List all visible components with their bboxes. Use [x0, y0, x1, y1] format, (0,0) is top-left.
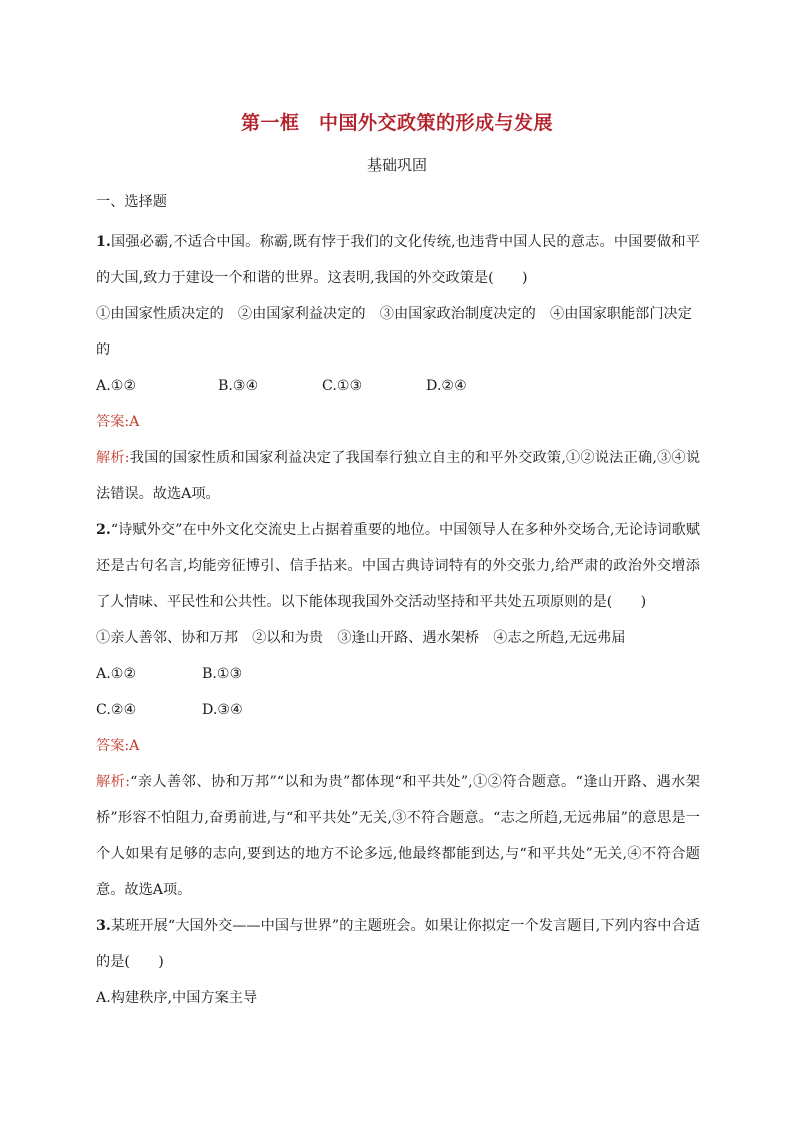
option-a: A.①② — [96, 378, 137, 394]
question-text: “诗赋外交”在中外文化交流史上占据着重要的地位。中国领导人在多种外交场合,无论诗词歌赋还是古句名言,均能旁征博引、信手拈来。中国古典诗词特有的外交张力,给严肃的政治外交增添了人情味、平民性和公共性。以下能体现我国外交活动坚持和平共处五项原则的是( ) — [96, 522, 700, 610]
question-text: 某班开展“大国外交——中国与世界”的主题班会。如果让你拟定一个发言题目,下列内容中合适的是( ) — [96, 918, 700, 970]
question-2-explanation — [96, 764, 700, 908]
answer-value: A — [129, 738, 140, 754]
question-2-options-row2 — [96, 698, 700, 734]
question-1-items-cont: 的 — [96, 342, 111, 358]
option-d: D.②④ — [426, 378, 467, 394]
option-c: C.②④ — [96, 702, 137, 718]
answer-value: A — [129, 414, 140, 430]
answer-label: 答案: — [96, 414, 130, 430]
option-b: B.③④ — [218, 378, 259, 394]
question-1-stem — [96, 224, 700, 296]
question-2-items: ①亲人善邻、协和万邦 ②以和为贵 ③逢山开路、遇水架桥 ④志之所趋,无远弗届 — [96, 630, 626, 646]
option-a: A.①② — [96, 666, 137, 682]
explanation-text: “亲人善邻、协和万邦”“以和为贵”都体现“和平共处”,①②符合题意。“逢山开路、遇水架桥”形容不怕阻力,奋勇前进,与“和平共处”无关,③不符合题意。“志之所趋,无远弗届”的意思是一个人如果有足够的志向,要到达的地方不论多远,他最终都能到达,与“和平共处”无关,④不符合题意。故选A项。 — [96, 774, 700, 898]
question-text: 国强必霸,不适合中国。称霸,既有悖于我们的文化传统,也违背中国人民的意志。中国要做和平的大国,致力于建设一个和谐的世界。这表明,我国的外交政策是( ) — [96, 234, 700, 286]
explanation-text: 我国的国家性质和国家利益决定了我国奉行独立自主的和平外交政策,①②说法正确,③④说法错误。故选A项。 — [96, 450, 701, 502]
section-heading: 一、选择题 — [96, 194, 167, 210]
question-1-options — [96, 374, 700, 410]
question-1-items: ①由国家性质决定的 ②由国家利益决定的 ③由国家政治制度决定的 ④由国家职能部门决定 — [96, 306, 692, 322]
explanation-label: 解析: — [96, 774, 131, 790]
option-c: C.①③ — [322, 378, 363, 394]
question-1-explanation — [96, 440, 700, 512]
question-number: 3. — [96, 918, 111, 934]
option-b: B.①③ — [202, 666, 243, 682]
page-title: 第一框 中国外交政策的形成与发展 — [240, 112, 553, 134]
question-2-stem — [96, 512, 700, 620]
question-3-stem — [96, 908, 700, 980]
question-number: 1. — [96, 234, 111, 250]
content — [96, 190, 700, 1022]
question-number: 2. — [96, 522, 111, 538]
option-d: D.③④ — [202, 702, 243, 718]
section-subtitle: 基础巩固 — [366, 156, 427, 174]
answer-label: 答案: — [96, 738, 130, 754]
question-3-option-a: A.构建秩序,中国方案主导 — [96, 990, 258, 1006]
question-2-options-row1 — [96, 662, 700, 698]
explanation-label: 解析: — [96, 450, 130, 466]
